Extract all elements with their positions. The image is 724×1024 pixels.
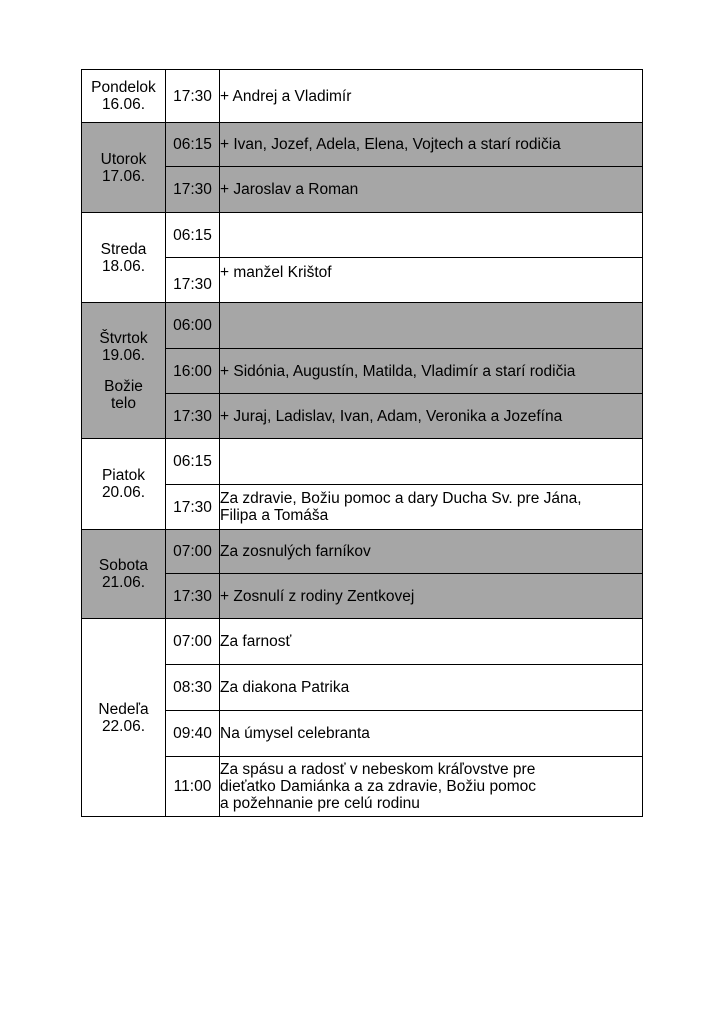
- day-cell-friday: [82, 439, 166, 530]
- mass-time: 07:00: [166, 530, 220, 574]
- table-row: [82, 574, 643, 619]
- day-name: Streda: [100, 240, 147, 258]
- day-name: Pondelok: [91, 79, 156, 96]
- mass-time: 17:30: [166, 258, 220, 303]
- day-cell-tuesday: [82, 123, 166, 213]
- table-row: [82, 70, 643, 123]
- intention-line: Filipa a Tomáša: [220, 507, 329, 524]
- mass-intention: Na úmysel celebranta: [220, 711, 643, 757]
- mass-time: 11:00: [166, 757, 220, 817]
- table-row: [82, 485, 643, 530]
- mass-time: 06:15: [166, 439, 220, 485]
- day-date: 16.06.: [101, 96, 146, 113]
- day-cell-thursday: [82, 303, 166, 439]
- table-row: [82, 213, 643, 258]
- table-row: [82, 530, 643, 574]
- table-row: [82, 665, 643, 711]
- mass-time: 17:30: [166, 485, 220, 530]
- table-row: [82, 439, 643, 485]
- day-date: 18.06.: [101, 257, 146, 275]
- mass-intention: Za diakona Patrika: [220, 665, 643, 711]
- day-cell-saturday: [82, 530, 166, 619]
- day-name: Štvrtok: [99, 329, 148, 347]
- day-cell-sunday: [82, 619, 166, 817]
- mass-schedule-table: [81, 69, 643, 817]
- mass-intention: + Sidónia, Augustín, Matilda, Vladimír a starí rodičia: [220, 349, 643, 394]
- mass-time: 06:15: [166, 213, 220, 258]
- spacer: [82, 364, 165, 378]
- mass-time: 17:30: [166, 167, 220, 213]
- mass-intention: + Ivan, Jozef, Adela, Elena, Vojtech a starí rodičia: [220, 123, 643, 167]
- day-name: Sobota: [98, 557, 149, 574]
- day-date: 22.06.: [101, 717, 146, 735]
- day-name: Utorok: [100, 150, 147, 168]
- mass-intention: [220, 485, 643, 530]
- mass-time: 06:00: [166, 303, 220, 349]
- mass-intention: + Andrej a Vladimír: [220, 70, 643, 123]
- intention-line: a požehnanie pre celú rodinu: [220, 795, 420, 812]
- table-row: [82, 167, 643, 213]
- table-row: [82, 394, 643, 439]
- mass-time: 16:00: [166, 349, 220, 394]
- mass-intention: [220, 439, 643, 485]
- mass-intention: Za farnosť: [220, 619, 643, 665]
- day-name: Nedeľa: [98, 700, 149, 718]
- mass-intention: + Zosnulí z rodiny Zentkovej: [220, 574, 643, 619]
- mass-time: 08:30: [166, 665, 220, 711]
- day-date: 17.06.: [101, 167, 146, 185]
- mass-time: 07:00: [166, 619, 220, 665]
- mass-intention: + manžel Krištof: [220, 258, 643, 303]
- mass-time: 09:40: [166, 711, 220, 757]
- mass-time: 06:15: [166, 123, 220, 167]
- day-cell-wednesday: [82, 213, 166, 303]
- mass-time: 17:30: [166, 70, 220, 123]
- day-name: Piatok: [101, 467, 146, 484]
- table-row: [82, 258, 643, 303]
- mass-intention: Za zosnulých farníkov: [220, 530, 643, 574]
- table-row: [82, 349, 643, 394]
- mass-intention: [220, 757, 643, 817]
- day-date: 19.06.: [101, 346, 146, 364]
- feast-name: Božie: [104, 377, 143, 395]
- mass-time: 17:30: [166, 394, 220, 439]
- intention-line: Za spásu a radosť v nebeskom kráľovstve pre: [220, 761, 536, 778]
- mass-time: 17:30: [166, 574, 220, 619]
- intention-line: dieťatko Damiánka a za zdravie, Božiu pomoc: [220, 778, 536, 795]
- day-cell-monday: [82, 70, 166, 123]
- table-row: [82, 303, 643, 349]
- table-row: [82, 711, 643, 757]
- table-row: [82, 619, 643, 665]
- table-row: [82, 123, 643, 167]
- day-date: 20.06.: [101, 484, 146, 501]
- table-row: [82, 757, 643, 817]
- intention-line: Za zdravie, Božiu pomoc a dary Ducha Sv. pre Jána,: [220, 490, 582, 507]
- day-date: 21.06.: [101, 574, 146, 591]
- mass-intention: + Juraj, Ladislav, Ivan, Adam, Veronika a Jozefína: [220, 394, 643, 439]
- feast-name: telo: [111, 394, 136, 412]
- mass-intention: [220, 303, 643, 349]
- mass-intention: + Jaroslav a Roman: [220, 167, 643, 213]
- mass-intention: [220, 213, 643, 258]
